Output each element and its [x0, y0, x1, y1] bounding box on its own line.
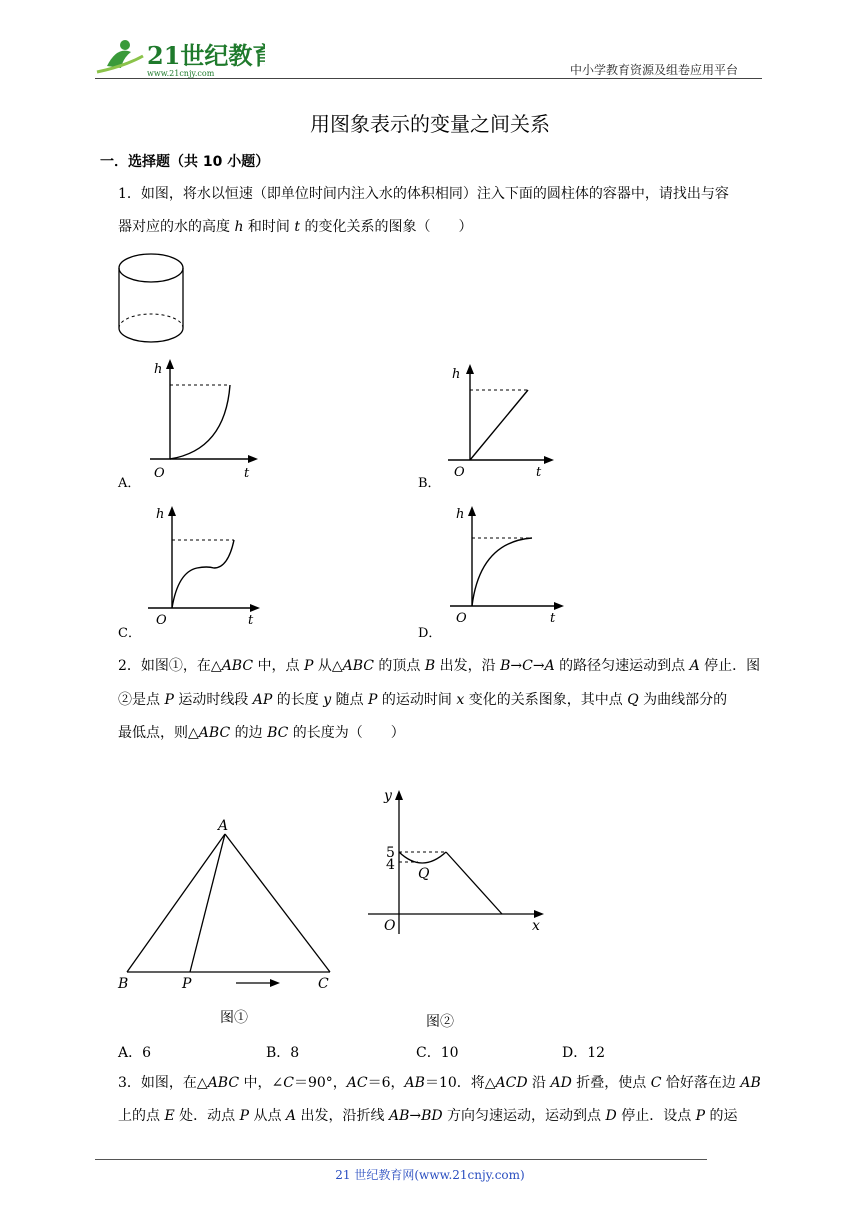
vertex-a-label: A [218, 818, 229, 834]
q2-option-a: A．6 [118, 1045, 152, 1061]
origin-label: O [384, 918, 396, 934]
q3-line2: 上的点 E 处．动点 P 从点 A 出发，沿折线 AB→BD 方向匀速运动，运动到点 D 停止．设点 P 的运 [118, 1108, 738, 1124]
site-logo [95, 36, 265, 78]
header-divider [95, 78, 762, 79]
header-platform-text: 中小学教育资源及组卷应用平台 [570, 63, 739, 77]
option-c-label: C． [118, 626, 141, 641]
point-p-label: P [182, 976, 192, 992]
origin-label: O [154, 466, 165, 480]
section-heading: 一．选择题（共 10 小题） [100, 154, 270, 170]
origin-label: O [156, 613, 167, 628]
figure-2-caption: 图② [426, 1014, 454, 1030]
option-b-label: B． [418, 476, 441, 491]
q2-option-c: C．10 [416, 1045, 459, 1061]
option-d-label: D． [418, 626, 442, 641]
footer-divider [95, 1159, 707, 1160]
q2-option-b: B．8 [266, 1045, 300, 1061]
footer-link[interactable]: 21 世纪教育网(www.21cnjy.com) [335, 1168, 525, 1182]
axis-h-label: h [456, 507, 465, 522]
q2-line3: 最低点，则△ABC 的边 BC 的长度为（ ） [118, 725, 405, 741]
origin-label: O [456, 611, 467, 626]
q1-line2: 器对应的水的高度 h 和时间 t 的变化关系的图象（ ） [118, 219, 473, 235]
tick-4-label: 4 [386, 857, 395, 873]
point-q-label: Q [418, 866, 430, 882]
axis-t-label: t [248, 613, 254, 628]
q1-graph-b [440, 360, 560, 485]
vertex-b-label: B [118, 976, 129, 992]
axis-y-label: y [384, 788, 392, 804]
axis-h-label: h [156, 507, 165, 522]
q2-figure-1-triangle [112, 812, 342, 1030]
tick-5-label: 5 [386, 845, 395, 861]
vertex-c-label: C [318, 976, 329, 992]
q1-graph-d [444, 502, 569, 630]
axis-t-label: t [550, 611, 556, 626]
q3-line1: 3．如图，在△ABC 中，∠C＝90°，AC＝6，AB＝10．将△ACD 沿 AD 折叠，使点 C 恰好落在边 AB [118, 1075, 761, 1091]
option-a-label: A． [118, 476, 141, 491]
cylinder-figure [115, 248, 190, 350]
axis-t-label: t [536, 465, 542, 480]
axis-t-label: t [244, 466, 250, 480]
q2-line1: 2．如图①，在△ABC 中，点 P 从△ABC 的顶点 B 出发，沿 B→C→A 的路径匀速运动到点 A 停止．图 [118, 658, 761, 674]
q2-line2: ②是点 P 运动时线段 AP 的长度 y 随点 P 的运动时间 x 变化的关系图象，其中点 Q 为曲线部分的 [118, 692, 728, 708]
logo-text: 21世纪教育 [147, 41, 265, 70]
logo-url: www.21cnjy.com [147, 69, 215, 78]
axis-x-label: x [532, 918, 540, 934]
figure-1-caption: 图① [220, 1010, 248, 1026]
page-title: 用图象表示的变量之间关系 [310, 112, 550, 136]
q2-figure-2-graph [362, 784, 552, 1034]
q1-graph-a [140, 355, 260, 480]
axis-h-label: h [452, 367, 461, 382]
q1-line1: 1．如图，将水以恒速（即单位时间内注入水的体积相同）注入下面的圆柱体的容器中，请找出与容 [118, 186, 729, 202]
q1-graph-c [142, 502, 267, 630]
origin-label: O [454, 465, 465, 480]
axis-h-label: h [154, 362, 163, 377]
q2-option-d: D．12 [562, 1045, 606, 1061]
